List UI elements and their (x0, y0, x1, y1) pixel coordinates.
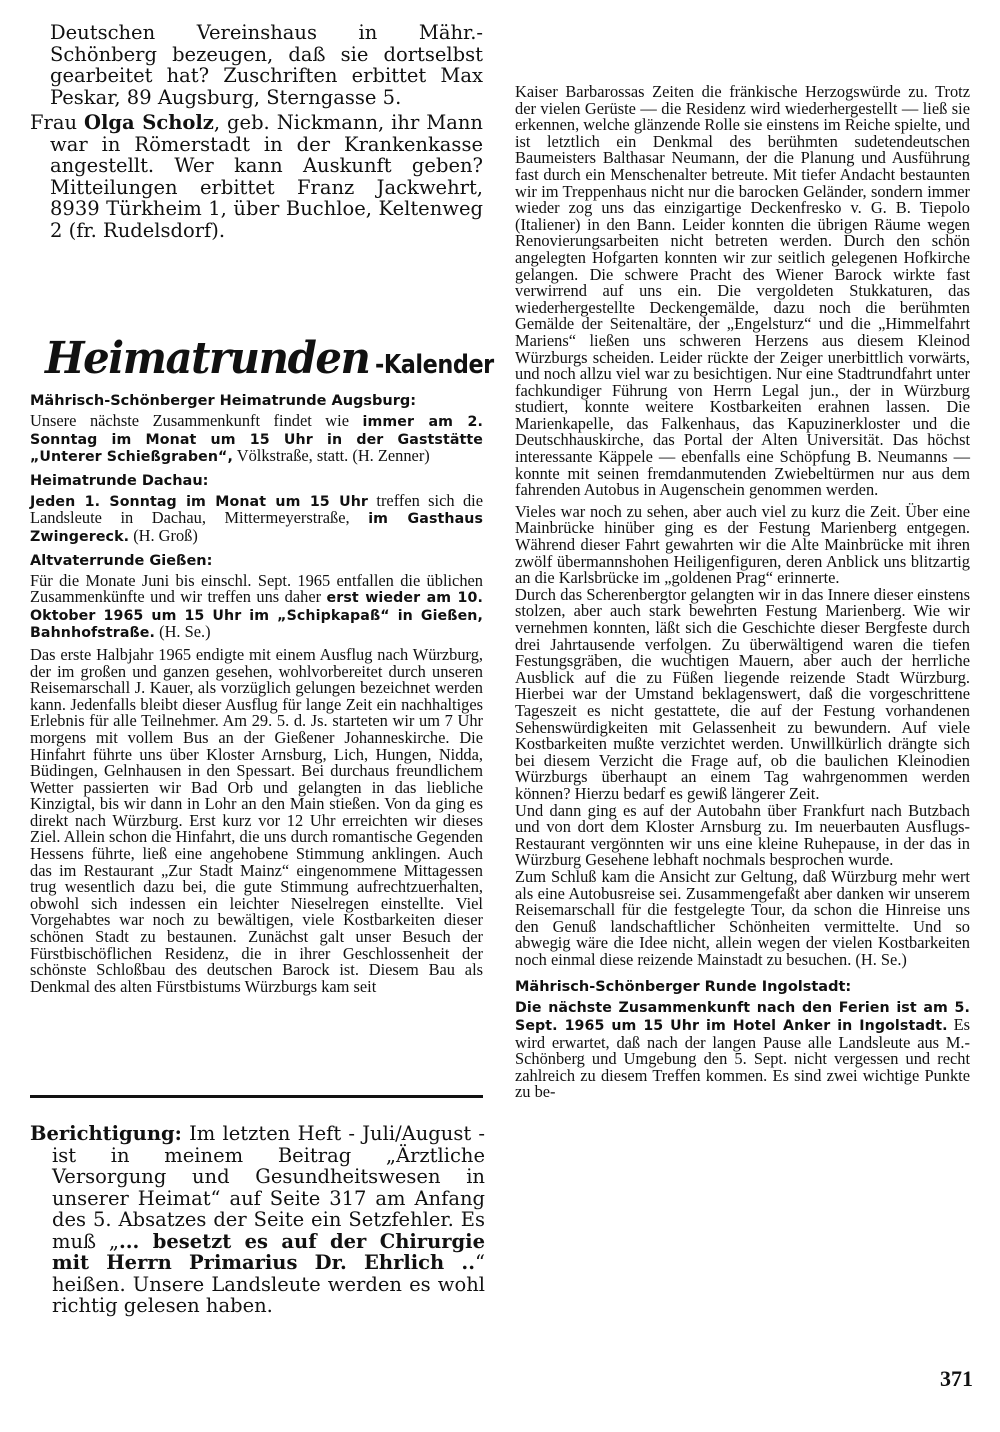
calendar-title (45, 333, 494, 385)
entry-bold: Die nächste Zusammenkunft nach den Ferien ist am 5. Sept. 1965 um 15 Uhr im Hotel Anker in Ingolstadt. (515, 1000, 970, 1035)
entry-text: Es wird erwartet, daß nach der langen Pause alle Landsleute aus M.-Schönberg und Umgebung den 5. Sept. nicht vergessen und recht zahlreich zu diesem Treffen kommen. Es sind zwei wichtige Punkte zu be- (515, 1015, 970, 1102)
entry-text: Völkstraße, statt. (H. Zenner) (232, 446, 430, 466)
augsburg-entry (30, 413, 483, 466)
section-divider (30, 1095, 483, 1098)
entry-bold: immer am 2. Sonntag im Monat um 15 Uhr in der Gaststätte „Unterer Schießgraben“, (30, 414, 483, 466)
giessen-heading: Altvaterrunde Gießen: (30, 552, 213, 569)
calendar-title-script: Heimatrunden (45, 333, 370, 384)
entry-bold: Jeden 1. Sonntag im Monat um 15 Uhr (30, 493, 369, 510)
ingolstadt-heading: Mährisch-Schönberger Runde Ingolstadt: (515, 979, 852, 996)
report-festung: Vieles war noch zu sehen, aber auch viel zu kurz die Zeit. Über eine Mainbrücke hinüber ging es der Festung Marienberg entgegen. Während dieser Fahrt gewahrten wir die Alte Mainbrücke mit ihren zwölf übermannshohen Heiligenfiguren, deren Anblick uns blitzartig an die Karlsbrücke im „goldenen Prag“ erinnerte. (515, 501, 970, 588)
entry-text: (H. Groß) (129, 525, 198, 545)
inquiry-text: , geb. Nickmann, ihr Mann war in Römerstadt in der Krankenkasse angestellt. Wer kann Auskunft geben? Mitteilungen erbittet Franz Jackwehrt, 8939 Türkheim 1, über Buchloe, Keltenweg 2 (fr. Rudelsdorf). (50, 111, 483, 242)
correction-body-end: “ heißen. Unsere Landsleute werden es wohl richtig gelesen haben. (52, 1251, 485, 1317)
right-column (515, 84, 970, 1101)
calendar-title-suffix: -Kalender (374, 350, 494, 380)
correction-body: Im letzten Heft - Juli/August - ist in meinem Beitrag „Ärztliche Versorgung und Gesundheitswesen in unserer Heimat“ auf Seite 317 am Anfang des 5. Absatzes der Seite ein Setzfehler. Es muß „ (52, 1122, 485, 1253)
entry-text: (H. Se.) (155, 622, 211, 642)
report-scherenbergtor: Durch das Scherenbergtor gelangten wir in das Innere dieser einstens stolzen, aber auch stark bewehrten Festung Marienberg. Wie wir vernehmen konnten, läßt sich die Geschichte dieser Bergfeste durch drei Jahrtausende verfolgen. Zu überwältigend waren die tiefen Festungsgräben, die wuchtigen Mauern, aber auch der herrliche Ausblick auf die zu Füßen liegende reizende Stadt Würzburg. Hierbei war der Umstand beklagenswert, daß die vorgeschrittene Tageszeit es nicht gestattete, die auf der Festung vorhandenen Sehenswürdigkeiten mit Gelassenheit zu bewundern. Auf viele Kostbarkeiten mußte verzichtet werden. Unwillkürlich drängte sich bei diesem Verzicht die Frage auf, ob die baulichen Kleinodien Würzburgs überhaupt an einem Tag wahrgenommen werden können? Hierzu bedarf es gewiß längerer Zeit. (515, 584, 970, 803)
report-conclusion: Zum Schluß kam die Ansicht zur Geltung, daß Würzburg mehr wert als eine Autobusreise sei. Zusammengefaßt aber danken wir unserem Reisemarschall für die festgelegte Tour, da schon die Hinreise uns den Genuß landschaftlicher Schönheiten vermittelte. Und so abwegig wäre die Idee nicht, allein wegen der vielen Kostbarkeiten noch einmal diese reizende Mainstadt zu besuchen. (H. Se.) (515, 866, 970, 969)
correction-label: Berichtigung: (30, 1122, 182, 1145)
giessen-entry (30, 570, 483, 642)
entry-bold: erst wieder am 10. Oktober 1965 um 15 Uhr im „Schipkapaß“ in Gießen, Bahnhofstraße. (30, 590, 483, 642)
dachau-entry (30, 490, 483, 546)
correction-text (30, 1123, 485, 1317)
dachau-heading: Heimatrunde Dachau: (30, 472, 209, 489)
calendar-left (30, 392, 483, 995)
entry-text: treffen sich die Landsleute in Dachau, Mittermeyerstraße, (30, 490, 483, 528)
entry-bold: im Gasthaus Zwingereck. (30, 511, 483, 545)
inquiry-peskar: Deutschen Vereinshaus in Mähr.-Schönberg bezeugen, daß sie dortselbst gearbeitet hat? Zuschriften erbittet Max Peskar, 89 Augsburg, Sterngasse 5. (50, 21, 483, 109)
report-residenz: Kaiser Barbarossas Zeiten die fränkische Herzogswürde zu. Trotz der vielen Gerüste — die Residenz wird wiederhergestellt — ließ sie erkennen, welche glänzende Rolle sie einstens im Reiche spielte, und ist letztlich ein Denkmal des berühmten sudetendeutschen Baumeisters Balthasar Neumann, der die Planung und Ausführung fast durch ein Menschenalter betreute. Mit tiefer Andacht bestaunten wir im Treppenhaus nicht nur die barocken Geländer, sondern immer wieder zog uns das einzigartige Deckenfresko v. G. B. Tiepolo (Italiener) in den Bann. Leider konnten die übrigen Räume wegen Renovierungsarbeiten nicht betreten werden. Durch den schön angelegten Hofgarten konnten wir zur seitlich gelegenen Hofkirche gelangen. Die schwere Pracht des Wiener Barock wirkte fast verwirrend auf uns ein. Die vergoldeten Stukkaturen, das wiederhergestellte Deckengemälde, dazu noch die berühmten Gemälde der Seitenaltäre, der „Engelsturz“ und die „Himmelfahrt Mariens“ ließen uns schweren Herzens aus diesem Kleinod Würzburgs scheiden. Leider rückte der Zeiger unerbittlich vorwärts, und noch allzu viel war zu besichtigen. Nur eine Stadtrundfahrt unter fachkundiger Führung von Herrn Legal jun., der in Würzburg studiert, konnte weitere Kostbarkeiten erahnen lassen. Die Marienkapelle, das Falkenhaus, das Kapuzinerkloster und die Deutschhauskirche, das Portal der Alten Universität. Das höchst interessante Käppele — ebenfalls eine Schöpfung B. Neumanns — konnte mit seinen fremdanmutenden Zwiebeltürmen nur aus dem fahrenden Autobus in Augenschein genommen werden. (515, 82, 970, 500)
page-number: 371 (940, 1366, 973, 1391)
inquiry-prefix: Frau (30, 111, 85, 134)
giessen-report: Das erste Halbjahr 1965 endigte mit einem Ausflug nach Würzburg, der im großen und ganzen gesehen, wohlvorbereitet durch unseren Reisemarschall J. Kauer, als vorzüglich gelungen bezeichnet werden kann. Jedenfalls bleibt dieser Ausflug für lange Zeit ein nachhaltiges Erlebnis für alle Teilnehmer. Am 29. 5. d. Js. starteten wir um 7 Uhr morgens mit vollem Bus an der Gießener Johanneskirche. Die Hinfahrt führte uns über Kloster Arnsburg, Lich, Hungen, Nidda, Büdingen, Gelnhausen in den Spessart. Bei durchaus freundlichem Wetter passierten wir Bad Orb und gelangten in das liebliche Kinzigtal, bis wir dann in Lohr an den Main stießen. Von da ging es direkt nach Würzburg. Erst kurz vor 12 Uhr erreichten wir dieses Ziel. Allein schon die Hinfahrt, die uns durch romantische Gegenden Hessens führte, ließ eine angehobene Stimmung anklingen. Auch das im Restaurant „Zur Stadt Mainz“ eingenommene Mittagessen trug wesentlich dazu bei, die gute Stimmung aufrechtzuerhalten, obwohl sich indessen ein leichter Nieselregen einstellte. Viel Vorgehabtes war noch zu bewältigen, viele Kostbarkeiten dieser schönen Stadt zu bestaunen. Zunächst galt unser Besuch der Fürstbischöflichen Residenz, die in ihrer Geschlossenheit der schönste Schloßbau des deutschen Barock ist. Diesem Bau als Denkmal des alten Fürstbistums Würzburgs kam seit (30, 644, 483, 996)
entry-text: Unsere nächste Zusammenkunft findet wie (30, 411, 363, 430)
report-return: Und dann ging es auf der Autobahn über Frankfurt nach Butzbach und von dort dem Kloster Arnsburg zu. Im neuerbauten Ausflugs-Restaurant vergönnten wir uns eine kleine Ruhepause, in der das in Würzburg Gesehene lebhaft nochmals besprochen wurde. (515, 800, 970, 870)
inquiry-person-name: Olga Scholz (84, 111, 214, 134)
ingolstadt-entry (515, 999, 970, 1101)
correction-quote: ... besetzt es auf der Chirurgie mit Herrn Primarius Dr. Ehrlich .. (52, 1229, 485, 1274)
correction-notice (30, 1123, 485, 1321)
augsburg-heading: Mährisch-Schönberger Heimatrunde Augsburg: (30, 393, 417, 409)
inquiries-section (30, 22, 483, 245)
entry-text: Für die Monate Juni bis einschl. Sept. 1965 entfallen die üblichen Zusammenkünfte und wir treffen uns daher (30, 570, 483, 607)
inquiry-scholz (30, 112, 483, 241)
